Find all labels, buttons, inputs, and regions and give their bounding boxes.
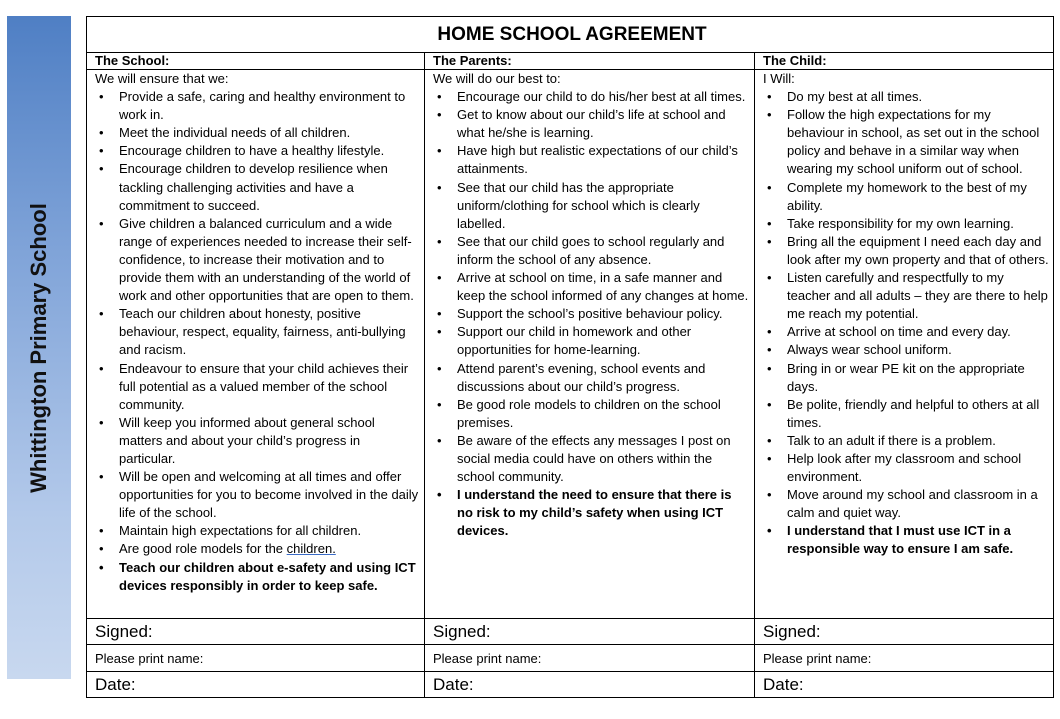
date-row bbox=[87, 672, 1054, 698]
list-item: • Maintain high expectations for all children. bbox=[119, 522, 420, 540]
list-item: • Follow the high expectations for my behaviour in school, as set out in the school policy and behave in a similar way when wearing my school uniform out of school. bbox=[787, 106, 1049, 178]
child-points bbox=[763, 88, 1049, 558]
child-lead: I Will: bbox=[763, 71, 795, 86]
child-print-name-field[interactable]: Please print name: bbox=[755, 645, 1054, 672]
list-item bbox=[119, 540, 420, 558]
list-item: • Be aware of the effects any messages I post on social media could have on others within the school community. bbox=[457, 432, 750, 486]
list-item: • Give children a balanced curriculum and a wide range of experiences needed to increase their self-confidence, to increase their motivation and to provide them with an understanding of the world of work and other opportunities that are open to them. bbox=[119, 215, 420, 305]
parents-lead: We will do our best to: bbox=[433, 71, 561, 86]
list-item-bold: • Teach our children about e-safety and using ICT devices responsibly in order to keep safe. bbox=[119, 559, 420, 595]
list-item: • Take responsibility for my own learning. bbox=[787, 215, 1049, 233]
list-item: • Encourage our child to do his/her best at all times. bbox=[457, 88, 750, 106]
role-model-word: children. bbox=[286, 541, 336, 557]
list-item: • Encourage children to develop resilience when tackling challenging activities and have a commitment to succeed. bbox=[119, 160, 420, 214]
list-item: • Will keep you informed about general school matters and about your child’s progress in particular. bbox=[119, 414, 420, 468]
title-row bbox=[87, 17, 1054, 53]
role-model-text: Are good role models for the bbox=[119, 541, 284, 557]
parents-print-name-field[interactable]: Please print name: bbox=[425, 645, 755, 672]
child-commitments bbox=[755, 70, 1054, 619]
school-name: Whittington Primary School bbox=[26, 203, 51, 493]
school-date-field[interactable]: Date: bbox=[87, 672, 425, 698]
list-item: • Endeavour to ensure that your child achieves their full potential as a valued member of the school community. bbox=[119, 360, 420, 414]
parents-commitments bbox=[425, 70, 755, 619]
list-item: • Support our child in homework and other opportunities for home-learning. bbox=[457, 323, 750, 359]
heading-row bbox=[87, 53, 1054, 70]
school-commitments bbox=[87, 70, 425, 619]
list-item: • Talk to an adult if there is a problem. bbox=[787, 432, 1049, 450]
document-title: HOME SCHOOL AGREEMENT bbox=[87, 17, 1054, 53]
child-heading: The Child: bbox=[755, 53, 1054, 70]
list-item: • Help look after my classroom and school environment. bbox=[787, 450, 1049, 486]
school-heading: The School: bbox=[87, 53, 425, 70]
list-item: • Do my best at all times. bbox=[787, 88, 1049, 106]
list-item: • Will be open and welcoming at all times and offer opportunities for you to become involved in the daily life of the school. bbox=[119, 468, 420, 522]
child-date-field[interactable]: Date: bbox=[755, 672, 1054, 698]
list-item: • Have high but realistic expectations of our child’s attainments. bbox=[457, 142, 750, 178]
agreement-table bbox=[86, 16, 1054, 698]
school-signed-field[interactable]: Signed: bbox=[87, 619, 425, 645]
school-lead: We will ensure that we: bbox=[95, 71, 229, 86]
list-item: • Provide a safe, caring and healthy environment to work in. bbox=[119, 88, 420, 124]
list-item: • See that our child goes to school regularly and inform the school of any absence. bbox=[457, 233, 750, 269]
list-item: • Teach our children about honesty, positive behaviour, respect, equality, fairness, anti-bullying and racism. bbox=[119, 305, 420, 359]
parents-points bbox=[433, 88, 750, 540]
list-item: • Attend parent’s evening, school events and discussions about our child’s progress. bbox=[457, 360, 750, 396]
list-item-bold: • I understand that I must use ICT in a responsible way to ensure I am safe. bbox=[787, 522, 1049, 558]
parents-date-field[interactable]: Date: bbox=[425, 672, 755, 698]
parents-signed-field[interactable]: Signed: bbox=[425, 619, 755, 645]
list-item: • Encourage children to have a healthy lifestyle. bbox=[119, 142, 420, 160]
list-item: • Support the school’s positive behaviour policy. bbox=[457, 305, 750, 323]
list-item: • Be polite, friendly and helpful to others at all times. bbox=[787, 396, 1049, 432]
list-item: • Bring in or wear PE kit on the appropriate days. bbox=[787, 360, 1049, 396]
side-banner bbox=[7, 16, 71, 679]
school-print-name-field[interactable]: Please print name: bbox=[87, 645, 425, 672]
list-item-bold: • I understand the need to ensure that there is no risk to my child’s safety when using ICT devices. bbox=[457, 486, 750, 540]
commitments-row bbox=[87, 70, 1054, 619]
list-item: • Complete my homework to the best of my ability. bbox=[787, 179, 1049, 215]
signed-row bbox=[87, 619, 1054, 645]
print-name-row bbox=[87, 645, 1054, 672]
school-points bbox=[95, 88, 420, 595]
list-item: • See that our child has the appropriate uniform/clothing for school which is clearly labelled. bbox=[457, 179, 750, 233]
list-item: • Be good role models to children on the school premises. bbox=[457, 396, 750, 432]
list-item: • Get to know about our child’s life at school and what he/she is learning. bbox=[457, 106, 750, 142]
list-item: • Meet the individual needs of all children. bbox=[119, 124, 420, 142]
list-item: • Move around my school and classroom in a calm and quiet way. bbox=[787, 486, 1049, 522]
list-item: • Always wear school uniform. bbox=[787, 341, 1049, 359]
list-item: • Bring all the equipment I need each day and look after my own property and that of others. bbox=[787, 233, 1049, 269]
list-item: • Listen carefully and respectfully to my teacher and all adults – they are there to help me reach my potential. bbox=[787, 269, 1049, 323]
list-item: • Arrive at school on time and every day. bbox=[787, 323, 1049, 341]
child-signed-field[interactable]: Signed: bbox=[755, 619, 1054, 645]
parents-heading: The Parents: bbox=[425, 53, 755, 70]
list-item: • Arrive at school on time, in a safe manner and keep the school informed of any changes at home. bbox=[457, 269, 750, 305]
